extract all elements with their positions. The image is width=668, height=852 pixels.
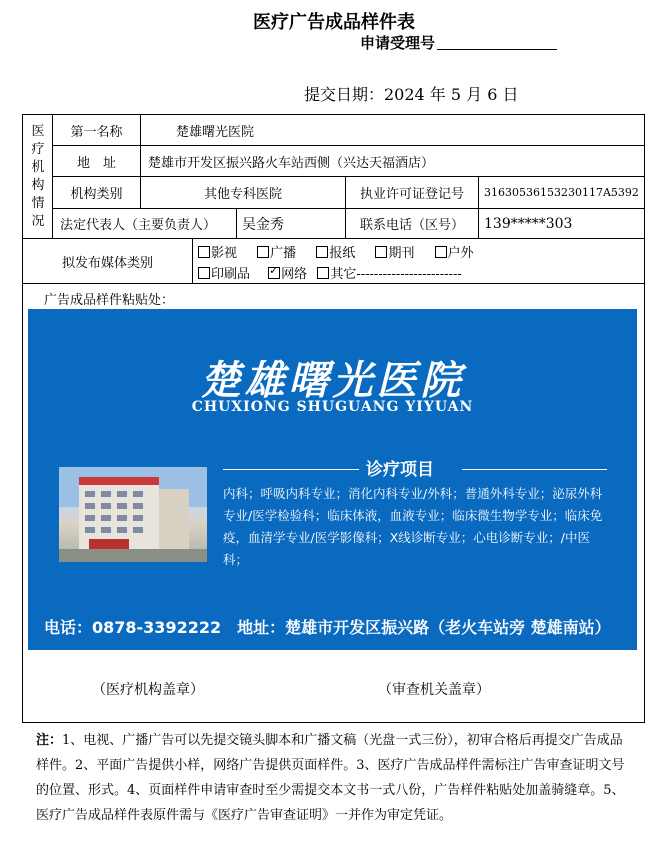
phone-value[interactable]: 139*****303 (484, 215, 573, 232)
ad-divider (462, 469, 607, 470)
page-title: 医疗广告成品样件表 (253, 12, 415, 33)
media-options-row-1 (198, 242, 474, 261)
license-value[interactable]: 31630536153230117A5392 (484, 186, 639, 199)
checkbox-icon[interactable] (257, 246, 269, 258)
ad-contact-footer: 电话：0878-3392222 地址：楚雄市开发区振兴路（老火车站旁 楚雄南站） (44, 618, 611, 637)
checkbox-icon[interactable] (317, 267, 329, 279)
checkbox-icon[interactable] (435, 246, 447, 258)
ad-hospital-name: 楚雄曙光医院 (200, 357, 465, 404)
name-label: 第一名称 (70, 124, 123, 140)
license-label: 执业许可证登记号 (359, 187, 464, 202)
type-label: 机构类别 (70, 187, 123, 202)
ad-sample-image (28, 309, 637, 650)
media-option[interactable]: 影视 (198, 246, 237, 261)
media-option[interactable]: 印刷品 (198, 267, 250, 282)
notes-text: 1、电视、广播广告可以先提交镜头脚本和广播文稿（光盘一式三份），初审合格后再提交广告成品样件。2、平面广告提供小样，网络广告提供页面样件。3、医疗广告成品样件需标注广告审查证明文号的位置、形式。4、页面样件申请审查时至少需提交本文书一式八份，广告样件粘贴处加盖骑缝章。5、医疗广告成品样件表原件需与《医疗广告审查证明》一并作为审定凭证。 (36, 733, 625, 823)
media-option[interactable]: 其它------------------------ (317, 267, 461, 282)
type-value[interactable]: 其他专科医院 (203, 187, 282, 202)
review-authority-seal-label: （审查机关盖章） (378, 682, 490, 698)
phone-label: 联系电话（区号） (359, 218, 464, 233)
col-divider (478, 176, 479, 238)
notes (36, 728, 632, 828)
institution-seal-label: （医疗机构盖章） (92, 682, 204, 698)
media-options-row-2 (198, 263, 462, 282)
ad-section-title: 诊疗项目 (366, 460, 434, 480)
building-illustration (59, 467, 207, 562)
application-number-label: 申请受理号 (360, 34, 436, 52)
ad-hospital-pinyin: CHUXIONG SHUGUANG YIYUAN (191, 399, 474, 415)
row-divider (22, 283, 645, 284)
submit-date: 提交日期：2024 年 5 月 6 日 (304, 85, 519, 104)
institution-info-label: 医 疗 机 构 情 况 (31, 124, 45, 229)
rep-label: 法定代表人（主要负责人） (60, 218, 217, 233)
notes-prefix: 注： (36, 733, 63, 748)
application-number-field[interactable] (437, 35, 557, 50)
checkbox-icon[interactable] (375, 246, 387, 258)
media-option[interactable]: 报纸 (316, 246, 355, 261)
hospital-building-photo (59, 467, 207, 562)
col-divider (236, 208, 237, 238)
checkbox-icon[interactable] (316, 246, 328, 258)
checked-checkbox-icon[interactable] (268, 267, 280, 279)
address-value[interactable]: 楚雄市开发区振兴路火车站西侧（兴达天福酒店） (148, 155, 435, 171)
media-option[interactable]: 广播 (257, 246, 296, 261)
media-option-network[interactable]: ✓ 网络 (268, 267, 307, 282)
rep-value[interactable]: 吴金秀 (242, 216, 284, 233)
address-label: 地 址 (76, 155, 116, 171)
checkbox-icon[interactable] (198, 246, 210, 258)
media-option[interactable]: 户外 (435, 246, 474, 261)
paste-area-label: 广告成品样件粘贴处： (44, 293, 175, 308)
col-divider (192, 238, 193, 283)
ad-service-list: 内科；呼吸内科专业；消化内科专业/外科；普通外科专业；泌尿外科专业/医学检验科；临床体液，血液专业；临床微生物学专业；临床免疫，血清学专业/医学影像科；X线诊断专业；心电诊断专业；/中医科； (223, 486, 603, 567)
media-label: 拟发布媒体类别 (61, 255, 153, 271)
media-option[interactable]: 期刊 (375, 246, 414, 261)
name-value[interactable]: 楚雄曙光医院 (176, 124, 255, 140)
ad-divider (223, 469, 359, 470)
application-number (360, 32, 557, 53)
checkbox-icon[interactable] (198, 267, 210, 279)
